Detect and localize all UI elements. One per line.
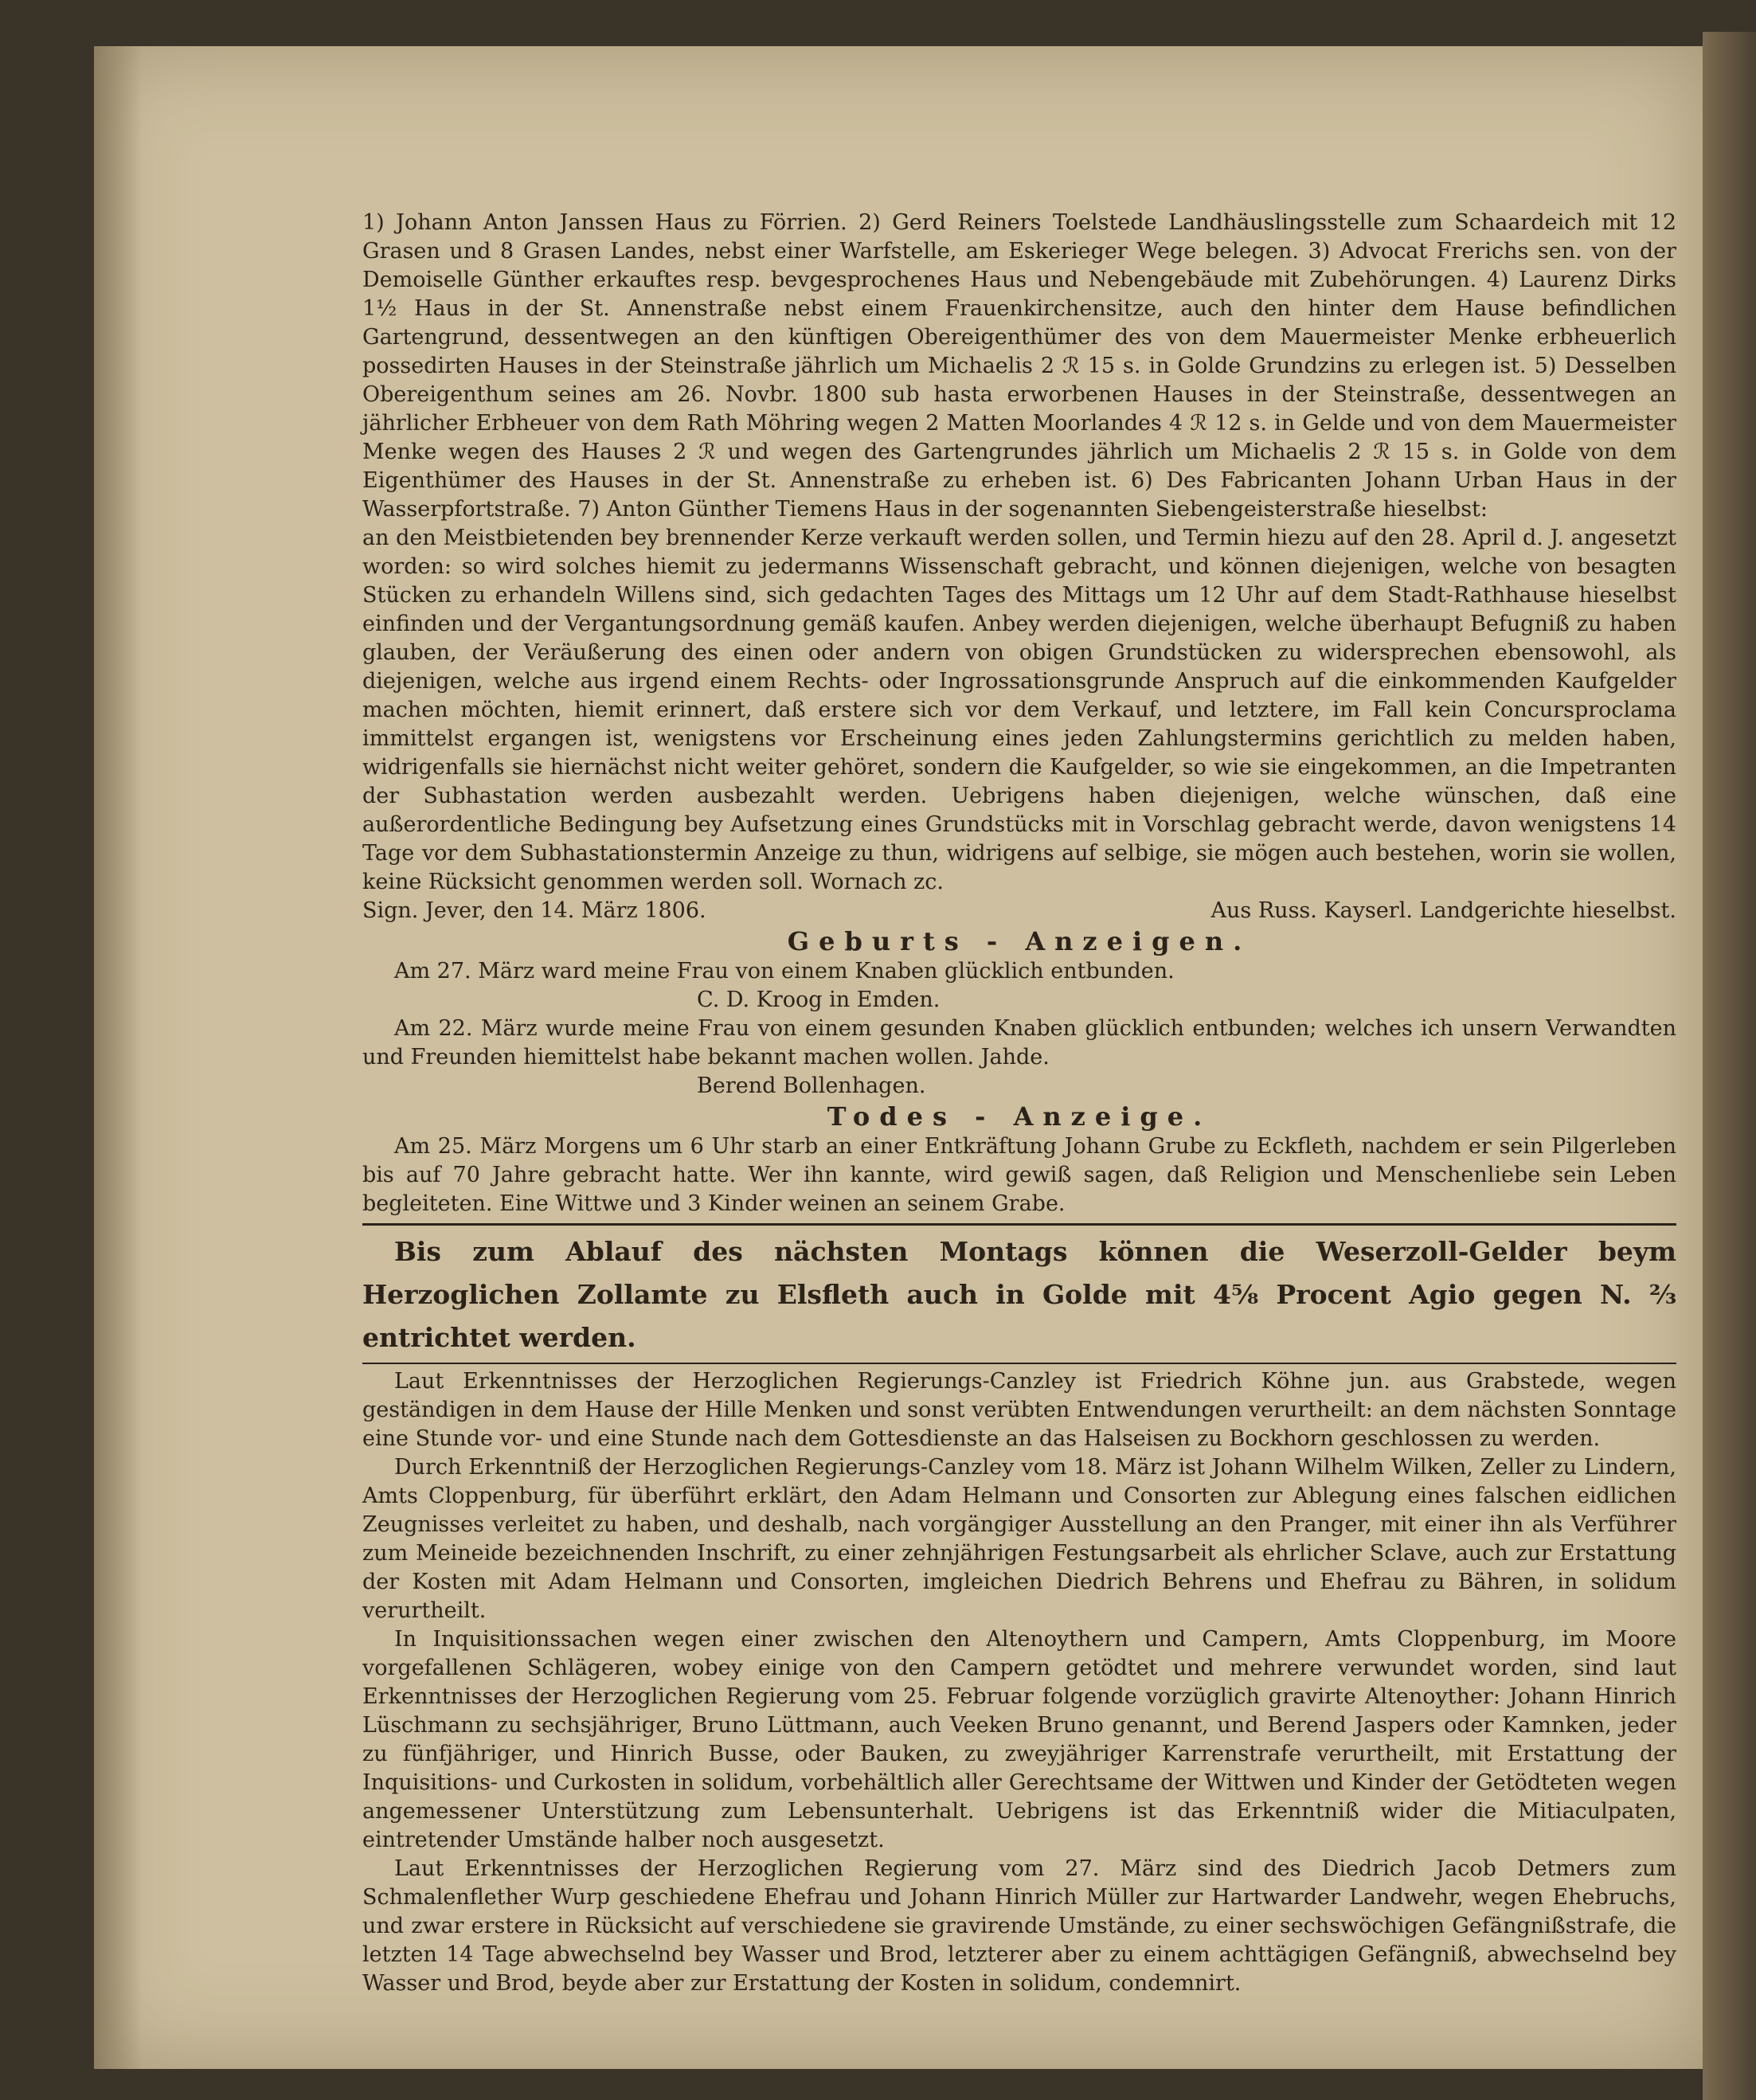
- birth-notice-2: Am 22. März wurde meine Frau von einem gesunden Knaben glücklich entbunden; welches ich unsern Verwandten und Freunden hiemittelst habe bekannt machen wollen. Jahde.: [362, 1016, 1676, 1070]
- birth-notice-2-signature: Berend Bollenhagen.: [697, 1073, 926, 1098]
- sale-signature-right: Aus Russ. Kayserl. Landgerichte hieselbst.: [1210, 898, 1676, 923]
- divider-rule: [362, 1223, 1676, 1226]
- page-gutter-shadow: [94, 46, 142, 2069]
- birth-notice-1-signature: C. D. Kroog in Emden.: [697, 987, 941, 1012]
- divider-rule: [362, 1363, 1676, 1364]
- birth-notice-1: Am 27. März ward meine Frau von einem Knaben glücklich entbunden.: [394, 959, 1175, 984]
- court-paragraph-2: Durch Erkenntniß der Herzoglichen Regierungs-Canzley vom 18. März ist Johann Wilhelm Wilken, Zeller zu Lindern, Amts Cloppenburg, für überführt erklärt, den Adam Helmann und Consorten zur Ablegung eines falschen eidlichen Zeugnisses verleitet zu haben, und deshalb, nach vorgängiger Ausstellung an den Pranger, mit einer ihn als Verführer zum Meineide bezeichnenden Inschrift, zu einer zehnjährigen Festungsarbeit als ehrlicher Sclave, auch zur Erstattung der Kosten mit Adam Helmann und Consorten, imgleichen Diedrich Behrens und Ehefrau zu Bähren, in solidum verurtheilt.: [362, 1455, 1676, 1623]
- sale-signature-line: [362, 897, 1676, 925]
- sale-paragraph-1: 1) Johann Anton Janssen Haus zu Förrien. 2) Gerd Reiners Toelstede Landhäuslingsstelle zum Schaardeich mit 12 Grasen und 8 Grasen Landes, nebst einer Warfstelle, am Eskerieger Wege belegen. 3) Advocat Frerichs sen. von der Demoiselle Günther erkauftes resp. bevgesprochenes Haus und Nebengebäude mit Zubehörungen. 4) Laurenz Dirks 1½ Haus in der St. Annenstraße nebst einem Frauenkirchensitze, auch den hinter dem Hause befindlichen Gartengrund, dessentwegen an den künftigen Obereigenthümer des von dem Mauermeister Menke erbheuerlich possedirten Hauses in der Steinstraße jährlich um Michaelis 2 ℛ 15 s. in Golde Grundzins zu erlegen ist. 5) Desselben Obereigenthum seines am 26. Novbr. 1800 sub hasta erworbenen Hauses in der Steinstraße, dessentwegen an jährlicher Erbheuer von dem Rath Möhring wegen 2 Matten Moorlandes 4 ℛ 12 s. in Gelde und von dem Mauermeister Menke wegen des Hauses 2 ℛ und wegen des Gartengrundes jährlich um Michaelis 2 ℛ 15 s. in Golde von dem Eigenthümer des Hauses in der St. Annenstraße zu erheben ist. 6) Des Fabricanten Johann Urban Haus in der Wasserpfortstraße. 7) Anton Günther Tiemens Haus in der sogenannten Siebengeisterstraße hieselbst:: [362, 210, 1676, 522]
- death-heading: Todes - Anzeige.: [827, 1101, 1212, 1132]
- death-notice: Am 25. März Morgens um 6 Uhr starb an einer Entkräftung Johann Grube zu Eckfleth, nachdem er sein Pilgerleben bis auf 70 Jahre gebracht hatte. Wer ihn kannte, wird gewiß sagen, daß Religion und Menschenliebe sein Leben begleiteten. Eine Wittwe und 3 Kinder weinen an seinem Grabe.: [362, 1134, 1676, 1216]
- court-paragraph-1: Laut Erkenntnisses der Herzoglichen Regierungs-Canzley ist Friedrich Köhne jun. aus Grabstede, wegen geständigen in dem Hause der Hille Menken und sonst verübten Entwendungen verurtheilt: an dem nächsten Sonntage eine Stunde vor- und eine Stunde nach dem Gottesdienste an das Halseisen zu Bockhorn geschlossen zu werden.: [362, 1369, 1676, 1451]
- sale-paragraph-2: an den Meistbietenden bey brennender Kerze verkauft werden sollen, und Termin hiezu auf den 28. April d. J. angesetzt worden: so wird solches hiemit zu jedermanns Wissenschaft gebracht, und können diejenigen, welche von besagten Stücken zu erhandeln Willens sind, sich gedachten Tages des Mittags um 12 Uhr auf dem Stadt-Rathhause hieselbst einfinden und der Vergantungsordnung gemäß kaufen. Anbey werden diejenigen, welche überhaupt Befugniß zu haben glauben, der Veräußerung des einen oder andern von obigen Grundstücken zu widersprechen ebensowohl, als diejenigen, welche aus irgend einem Rechts- oder Ingrossationsgrunde Anspruch auf die einkommenden Kaufgelder machen möchten, hiemit erinnert, daß erstere sich vor dem Verkauf, und letztere, im Fall kein Concursproclama immittelst ergangen ist, wenigstens vor Erscheinung eines jeden Zahlungstermins gerichtlich zu melden haben, widrigenfalls sie hiernächst nicht weiter gehöret, sondern die Kaufgelder, so wie sie eingekommen, an die Impetranten der Subhastation werden ausbezahlt werden. Uebrigens haben diejenigen, welche wünschen, daß eine außerordentliche Bedingung bey Aufsetzung eines Grundstücks mit in Vorschlag gebracht werde, davon wenigstens 14 Tage vor dem Subhastationstermin Anzeige zu thun, widrigens auf selbige, sie mögen auch bestehen, worin sie wollen, keine Rücksicht genommen werden soll. Wornach zc.: [362, 526, 1676, 894]
- book-edge: [1703, 32, 1756, 2100]
- court-paragraph-4: Laut Erkenntnisses der Herzoglichen Regierung vom 27. März sind des Diedrich Jacob Detmers zum Schmalenflether Wurp geschiedene Ehefrau und Johann Hinrich Müller zur Hartwarder Landwehr, wegen Ehebruchs, und zwar erstere in Rücksicht auf verschiedene sie gravirende Umstände, zu einer sechswöchigen Gefängnißstrafe, die letzten 14 Tage abwechselnd bey Wasser und Brod, letzterer aber zu einem achttägigen Gefängniß, abwechselnd bey Wasser und Brod, beyde aber zur Erstattung der Kosten in solidum, condemnirt.: [362, 1856, 1676, 1996]
- court-paragraph-3: In Inquisitionssachen wegen einer zwischen den Altenoythern und Campern, Amts Cloppenburg, im Moore vorgefallenen Schlägeren, wobey einige von den Campern getödtet und mehrere verwundet worden, sind laut Erkenntnisses der Herzoglichen Regierung vom 25. Februar folgende vorzüglich gravirte Altenoyther: Johann Hinrich Lüschmann zu sechsjähriger, Bruno Lüttmann, auch Veeken Bruno genannt, und Berend Jaspers oder Kamnken, jeder zu fünfjähriger, und Hinrich Busse, oder Bauken, zu zweyjähriger Karrenstrafe verurtheilt, mit Erstattung der Inquisitions- und Curkosten in solidum, vorbehältlich aller Gerechtsame der Wittwen und Kinder der Getödteten wegen angemessener Unterstützung zum Lebensunterhalt. Uebrigens ist das Erkenntniß wider die Mitiaculpaten, eintretender Umstände halber noch ausgesetzt.: [362, 1627, 1676, 1852]
- sale-signature-left: Sign. Jever, den 14. März 1806.: [362, 898, 706, 923]
- births-heading: Geburts - Anzeigen.: [787, 926, 1252, 956]
- customs-notice: Bis zum Ablauf des nächsten Montags können die Weserzoll-Gelder beym Herzoglichen Zollamte zu Elsfleth auch in Golde mit 4⅝ Procent Agio gegen N. ⅔ entrichtet werden.: [362, 1236, 1676, 1353]
- page-text: [362, 209, 1676, 1998]
